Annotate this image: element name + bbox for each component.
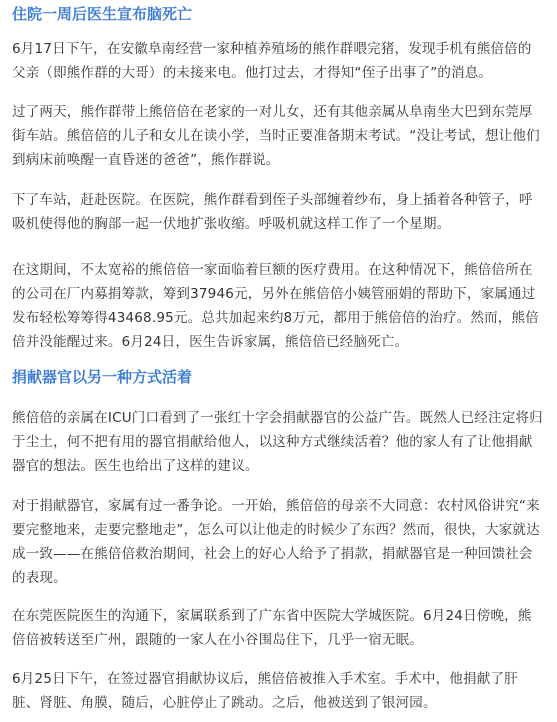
article-paragraph: 6月25日下午，在签过器官捐献协议后，熊倍倍被推入手术室。手术中，他捐献了肝脏、肾脏、角膜，随后，心脏停止了跳动。之后，他被送到了银河园。 — [12, 671, 518, 711]
section-heading-organ-donation: 捐献器官以另一种方式活着 — [12, 368, 193, 386]
article-paragraph: 下了车站，赶赴医院。在医院，熊作群看到侄子头部缠着纱布，身上插着各种管子，呼吸机使得他的胸部一起一伏地扩张收缩。呼吸机就这样工作了一个星期。 — [12, 192, 533, 232]
article-paragraph: 在东莞医院医生的沟通下，家属联系到了广东省中医院大学城医院。6月24日傍晚，熊倍倍被转送至广州，跟随的一家人在小谷围岛住下，几乎一宿无眠。 — [12, 608, 532, 648]
article-paragraph: 对于捐献器官，家属有过一番争论。一开始，熊倍倍的母亲不大同意：农村风俗讲究“来要完整地来，走要完整地走”，怎么可以让他走的时候少了东西？然而，很快，大家就达成一致——在熊倍倍救治期间，社会上的好心人给予了捐款，捐献器官是一种回馈社会的表现。 — [12, 498, 540, 586]
article-paragraph: 熊倍倍的亲属在ICU门口看到了一张红十字会捐献器官的公益广告。既然人已经注定将归于尘土，何不把有用的器官捐献给他人，以这种方式继续活着？他的家人有了让他捐献器官的想法。医生也给出了这样的建议。 — [12, 410, 543, 474]
section-heading-brain-death: 住院一周后医生宣布脑死亡 — [12, 5, 193, 23]
article-paragraph: 在这期间，不太宽裕的熊倍倍一家面临着巨额的医疗费用。在这种情况下，熊倍倍所在的公司在厂内募捐筹款，筹到37946元，另外在熊倍倍小姨管丽娟的帮助下，家属通过发布轻松筹筹得43468.95元。总共加起来约8万元，都用于熊倍倍的治疗。然而，熊倍倍并没能醒过来。6月24日，医生告诉家属，熊倍倍已经脑死亡。 — [12, 262, 539, 350]
article-paragraph: 过了两天，熊作群带上熊倍倍在老家的一对儿女，还有其他亲属从阜南坐大巴到东莞厚街车站。熊倍倍的儿子和女儿在读小学，当时正要准备期末考试。“没让考试，想让他们到病床前唤醒一直昏迷的爸爸”，熊作群说。 — [12, 104, 540, 168]
article-paragraph: 6月17日下午，在安徽阜南经营一家种植养殖场的熊作群喂完猪，发现手机有熊倍倍的父亲（即熊作群的大哥）的未接来电。他打过去，才得知“侄子出事了”的消息。 — [12, 41, 532, 81]
